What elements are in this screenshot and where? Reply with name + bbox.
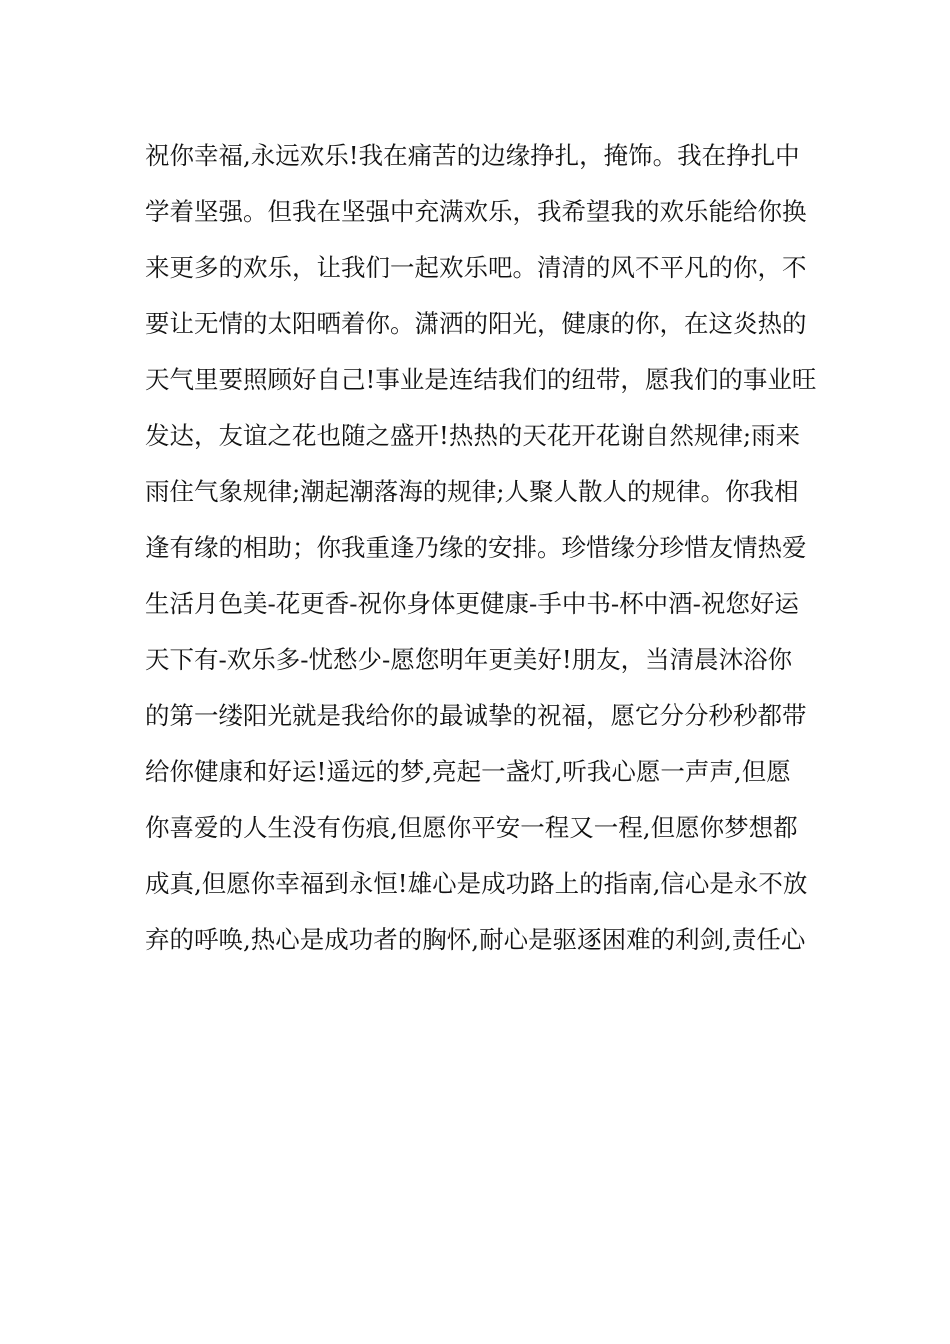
text-line: 逢有缘的相助；你我重逢乃缘的安排。珍惜缘分珍惜友情热爱 [145,533,807,562]
text-line: 生活月色美-花更香-祝你身体更健康-手中书-杯中酒-祝您好运 [145,589,799,618]
text-line: 成真,但愿你幸福到永恒!雄心是成功路上的指南,信心是永不放 [145,869,808,898]
text-line: 发达，友谊之花也随之盛开!热热的天花开花谢自然规律;雨来 [145,421,801,450]
text-line: 天下有-欢乐多-忧愁少-愿您明年更美好!朋友，当清晨沐浴你 [145,645,793,674]
text-line: 你喜爱的人生没有伤痕,但愿你平安一程又一程,但愿你梦想都 [145,813,798,842]
text-line: 要让无情的太阳晒着你。潇洒的阳光，健康的你，在这炎热的 [145,309,807,338]
text-line: 的第一缕阳光就是我给你的最诚挚的祝福，愿它分分秒秒都带 [145,701,807,730]
text-line: 给你健康和好运!遥远的梦,亮起一盏灯,听我心愿一声声,但愿 [145,757,791,786]
document-body-text [145,128,815,968]
text-line: 来更多的欢乐，让我们一起欢乐吧。清清的风不平凡的你，不 [145,253,807,282]
text-line: 祝你幸福,永远欢乐!我在痛苦的边缘挣扎，掩饰。我在挣扎中 [145,141,800,170]
text-line: 天气里要照顾好自己!事业是连结我们的纽带，愿我们的事业旺 [145,365,817,394]
text-line: 弃的呼唤,热心是成功者的胸怀,耐心是驱逐困难的利剑,责任心 [145,925,806,954]
text-line: 雨住气象规律;潮起潮落海的规律;人聚人散人的规律。你我相 [145,477,799,506]
text-line: 学着坚强。但我在坚强中充满欢乐，我希望我的欢乐能给你换 [145,197,807,226]
